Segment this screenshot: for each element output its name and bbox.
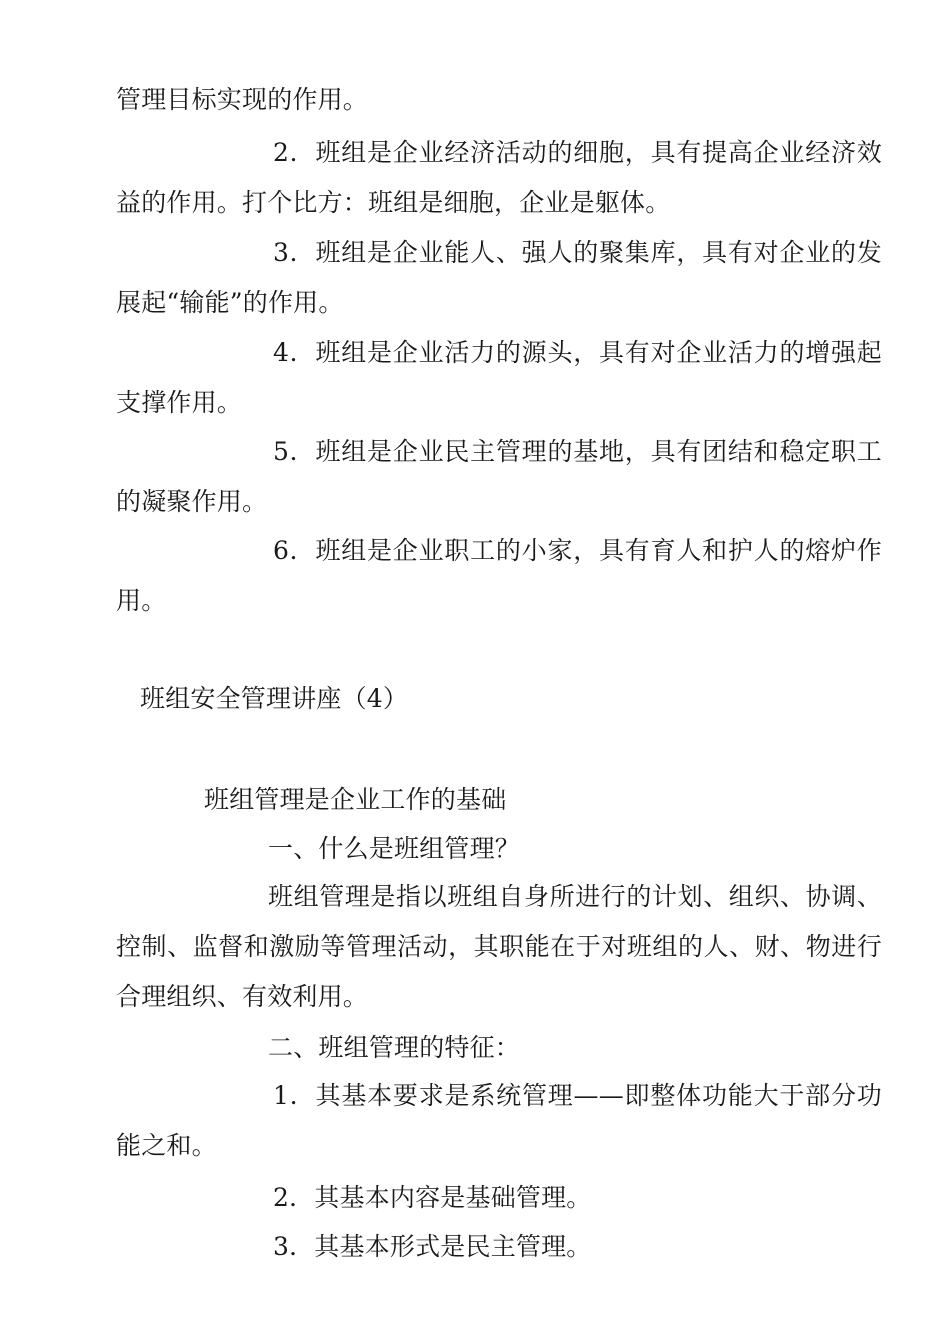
point-5: 5．班组是企业民主管理的基地，具有团结和稳定职工的凝聚作用。 bbox=[116, 437, 882, 516]
feature-3: 3．其基本形式是民主管理。 bbox=[273, 1232, 592, 1261]
point-4: 4．班组是企业活力的源头，具有对企业活力的增强起支撑作用。 bbox=[116, 338, 882, 417]
point-3: 3．班组是企业能人、强人的聚集库，具有对企业的发展起“输能”的作用。 bbox=[116, 238, 882, 317]
section-title: 班组安全管理讲座（4） bbox=[140, 684, 409, 713]
point-2: 2．班组是企业经济活动的细胞，具有提高企业经济效益的作用。打个比方：班组是细胞，企业是躯体。 bbox=[116, 138, 882, 217]
question-2-heading: 二、班组管理的特征： bbox=[268, 1033, 521, 1062]
point-6: 6．班组是企业职工的小家，具有育人和护人的熔炉作用。 bbox=[116, 536, 882, 615]
section-subtitle: 班组管理是企业工作的基础 bbox=[204, 785, 507, 814]
feature-2: 2．其基本内容是基础管理。 bbox=[273, 1183, 592, 1212]
question-1-body: 班组管理是指以班组自身所进行的计划、组织、协调、控制、监督和激励等管理活动，其职能在于对班组的人、财、物进行合理组织、有效利用。 bbox=[116, 882, 882, 1011]
feature-1: 1．其基本要求是系统管理——即整体功能大于部分功能之和。 bbox=[116, 1081, 882, 1160]
paragraph-tail: 管理目标实现的作用。 bbox=[116, 85, 369, 114]
question-1-heading: 一、什么是班组管理？ bbox=[268, 834, 521, 863]
